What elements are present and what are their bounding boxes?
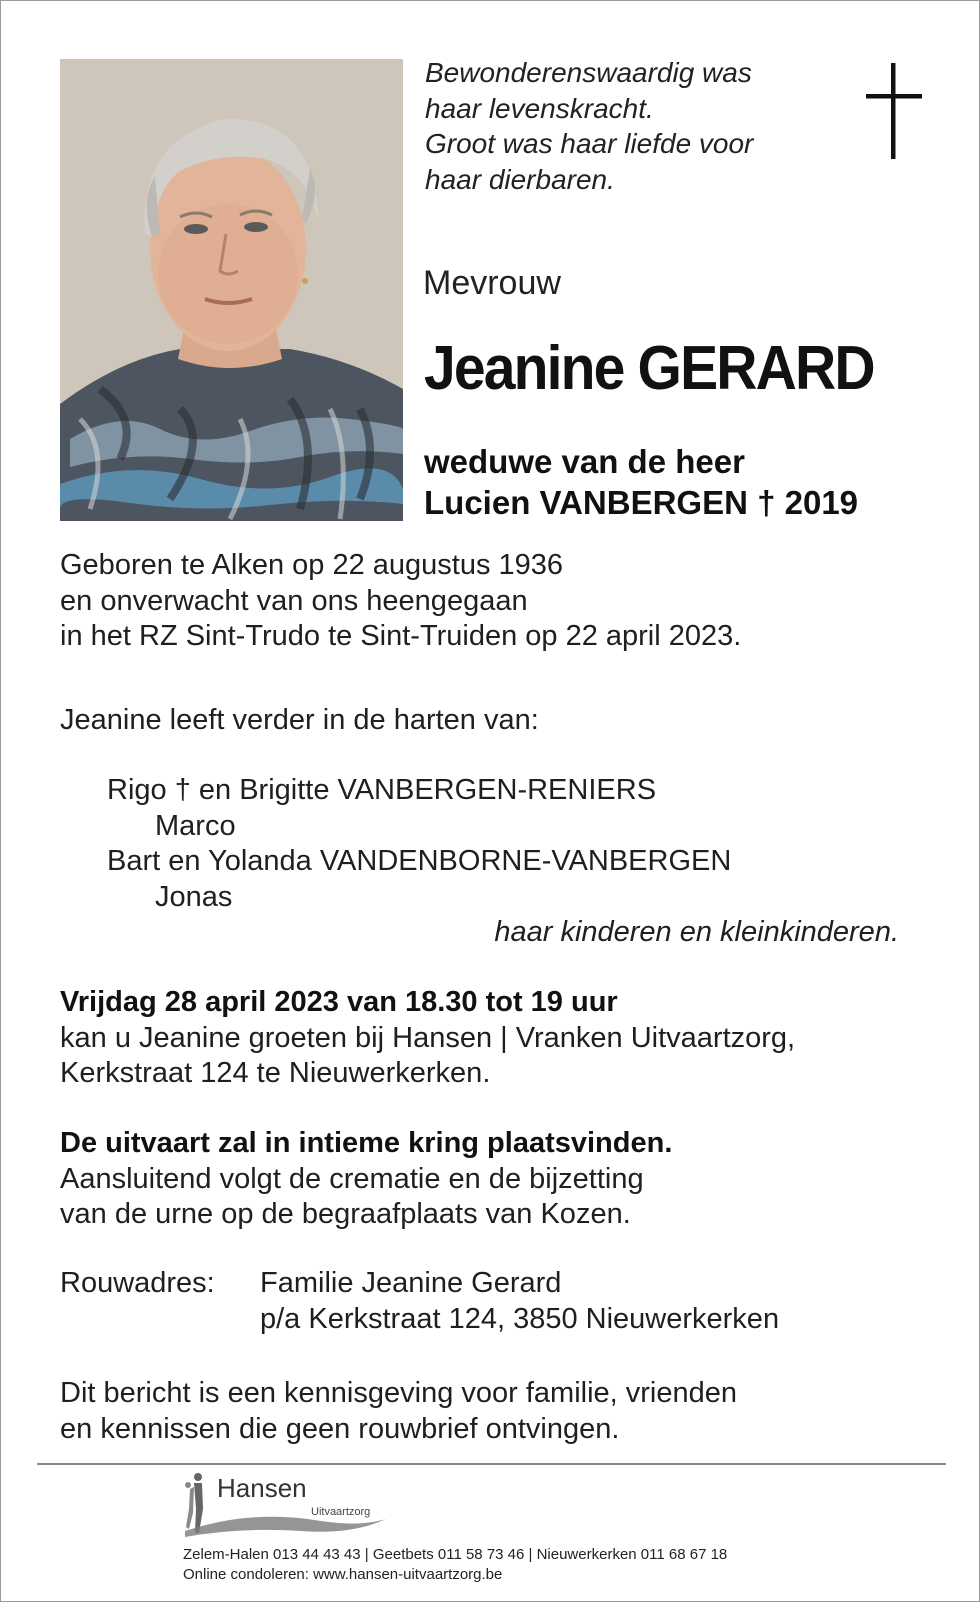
footer-divider: [37, 1463, 946, 1465]
quote-line: Bewonderenswaardig was: [425, 57, 752, 88]
quote-line: Groot was haar liefde voor: [425, 128, 754, 159]
visitation-line: Kerkstraat 124 te Nieuwerkerken.: [60, 1057, 491, 1089]
funeral-line: Aansluitend volgt de crematie en de bijzetting: [60, 1162, 644, 1195]
family-member: Marco: [155, 810, 236, 842]
widow-line: weduwe van de heer: [424, 443, 745, 480]
mourning-address: [260, 1266, 779, 1337]
portrait-illustration: [60, 59, 403, 521]
contact-website: Online condoleren: www.hansen-uitvaartzorg.be: [183, 1566, 503, 1583]
notice-line: Dit bericht is een kennisgeving voor familie, vrienden: [60, 1377, 738, 1409]
widow-line: Lucien VANBERGEN † 2019: [424, 484, 859, 521]
notice-text: [60, 1376, 737, 1447]
cross-icon: [865, 63, 923, 159]
birth-line: Geboren te Alken op 22 augustus 1936: [60, 549, 564, 581]
family-member: Rigo † en Brigitte VANBERGEN-RENIERS: [107, 774, 657, 806]
family-closing: haar kinderen en kleinkinderen.: [494, 916, 899, 948]
funeral-title: De uitvaart zal in intieme kring plaatsvinden.: [60, 1127, 673, 1159]
quote-line: haar levenskracht.: [425, 92, 654, 124]
widow-of: [424, 441, 858, 523]
visitation-section: [60, 985, 795, 1092]
notice-line: en kennissen die geen rouwbrief ontvingen.: [60, 1412, 620, 1445]
logo-subtitle: Uitvaartzorg: [311, 1506, 371, 1518]
funeral-line: van de urne op de begraafplaats van Kozen.: [60, 1198, 631, 1230]
funeral-section: [60, 1126, 672, 1233]
visitation-line: kan u Jeanine groeten bij Hansen | Vranken Uitvaartzorg,: [60, 1021, 796, 1054]
salutation: Mevrouw: [423, 264, 561, 302]
logo-name: Hansen: [217, 1473, 307, 1503]
address-line: Familie Jeanine Gerard: [260, 1267, 562, 1299]
deceased-name: Jeanine GERARD: [424, 334, 874, 403]
birth-details: [60, 548, 741, 655]
address-label: Rouwadres:: [60, 1267, 215, 1299]
family-intro: Jeanine leeft verder in de harten van:: [60, 704, 539, 736]
family-member: Jonas: [155, 881, 233, 913]
memorial-quote: [425, 55, 825, 197]
quote-line: haar dierbaren.: [425, 163, 615, 195]
address-line: p/a Kerkstraat 124, 3850 Nieuwerkerken: [260, 1302, 780, 1335]
visitation-title: Vrijdag 28 april 2023 van 18.30 tot 19 uur: [60, 986, 618, 1018]
birth-line: en onverwacht van ons heengegaan: [60, 584, 528, 617]
birth-line: in het RZ Sint-Trudo te Sint-Truiden op 22 april 2023.: [60, 620, 742, 652]
family-member: Bart en Yolanda VANDENBORNE-VANBERGEN: [107, 845, 732, 877]
contact-phones: Zelem-Halen 013 44 43 43 | Geetbets 011 58 73 46 | Nieuwerkerken 011 68 67 18: [183, 1546, 728, 1563]
portrait-photo: [60, 59, 403, 521]
